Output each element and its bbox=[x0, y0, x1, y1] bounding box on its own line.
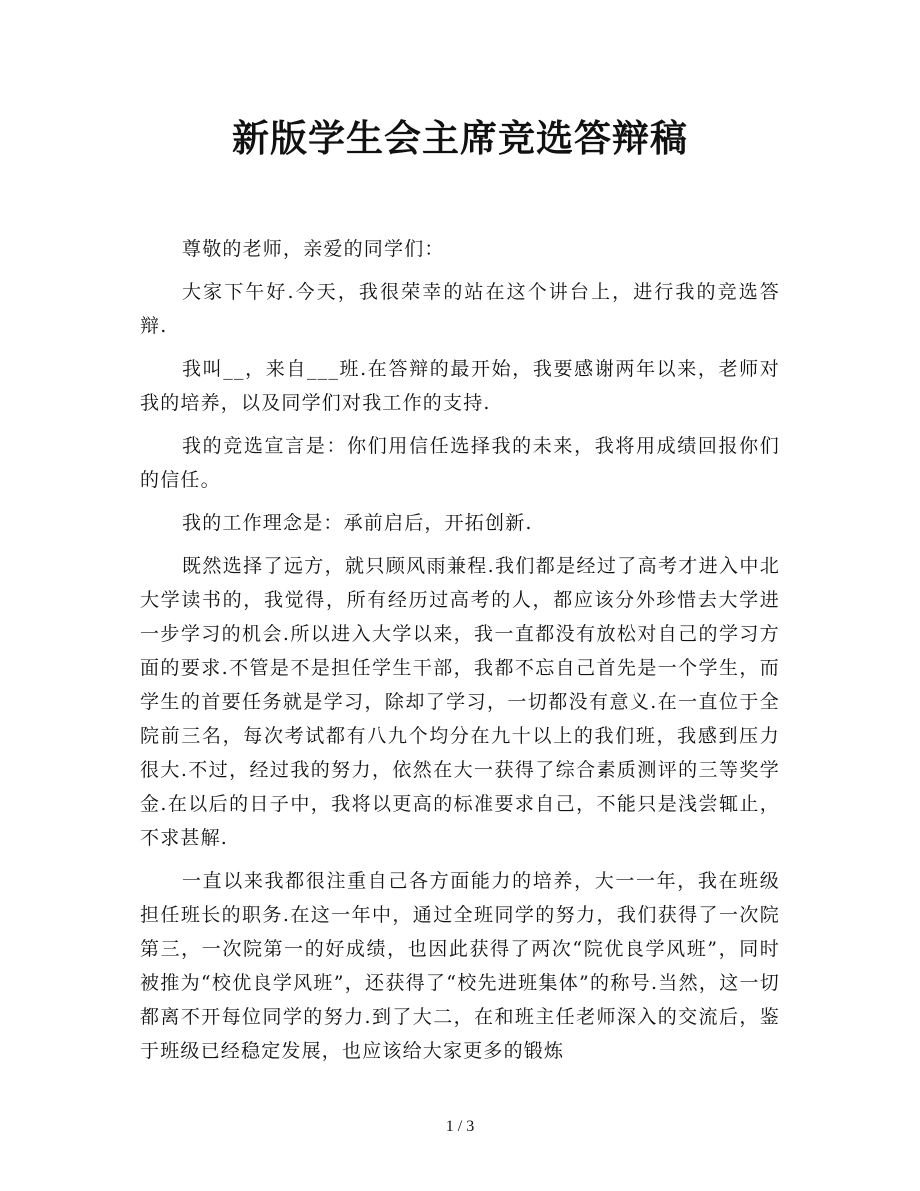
paragraph-salutation: 尊敬的老师，亲爱的同学们： bbox=[182, 238, 445, 260]
paragraph-declaration: 我的竞选宣言是：你们用信任选择我的未来，我将用成绩回报你们的信任。 bbox=[140, 435, 780, 491]
paragraph-abilities: 一直以来我都很注重自己各方面能力的培养，大一一年，我在班级担任班长的职务.在这一年中，通过全班同学的努力，我们获得了一次院第三，一次院第一的好成绩，也因此获得了两次“院优良学风班”，同时被推为“校优良学风班”，还获得了“校先进班集体”的称号.当然，这一切都离不开每位同学的努力.到了大二，在和班主任老师深入的交流后，鉴于班级已经稳定发展，也应该给大家更多的锻炼 bbox=[140, 870, 780, 1062]
page-number: 1 / 3 bbox=[445, 1118, 475, 1135]
paragraph-introduction: 我叫__，来自___班.在答辩的最开始，我要感谢两年以来，老师对我的培养，以及同学们对我工作的支持. bbox=[140, 358, 780, 414]
paragraph-greeting: 大家下午好.今天，我很荣幸的站在这个讲台上，进行我的竞选答辩. bbox=[140, 281, 780, 337]
paragraph-study: 既然选择了远方，就只顾风雨兼程.我们都是经过了高考才进入中北大学读书的，我觉得，所有经历过高考的人，都应该分外珍惜去大学进一步学习的机会.所以进入大学以来，我一直都没有放松对自己的学习方面的要求.不管是不是担任学生干部，我都不忘自己首先是一个学生，而学生的首要任务就是学习，除却了学习，一切都没有意义.在一直位于全院前三名，每次考试都有八九个均分在九十以上的我们班，我感到压力很大.不过，经过我的努力，依然在大一获得了综合素质测评的三等奖学金.在以后的日子中，我将以更高的标准要求自己，不能只是浅尝辄止，不求甚解. bbox=[140, 555, 780, 849]
page-title: 新版学生会主席竞选答辩稿 bbox=[232, 116, 688, 160]
document-body bbox=[140, 232, 780, 1068]
paragraph-work-philosophy: 我的工作理念是：承前启后，开拓创新. bbox=[182, 512, 533, 534]
